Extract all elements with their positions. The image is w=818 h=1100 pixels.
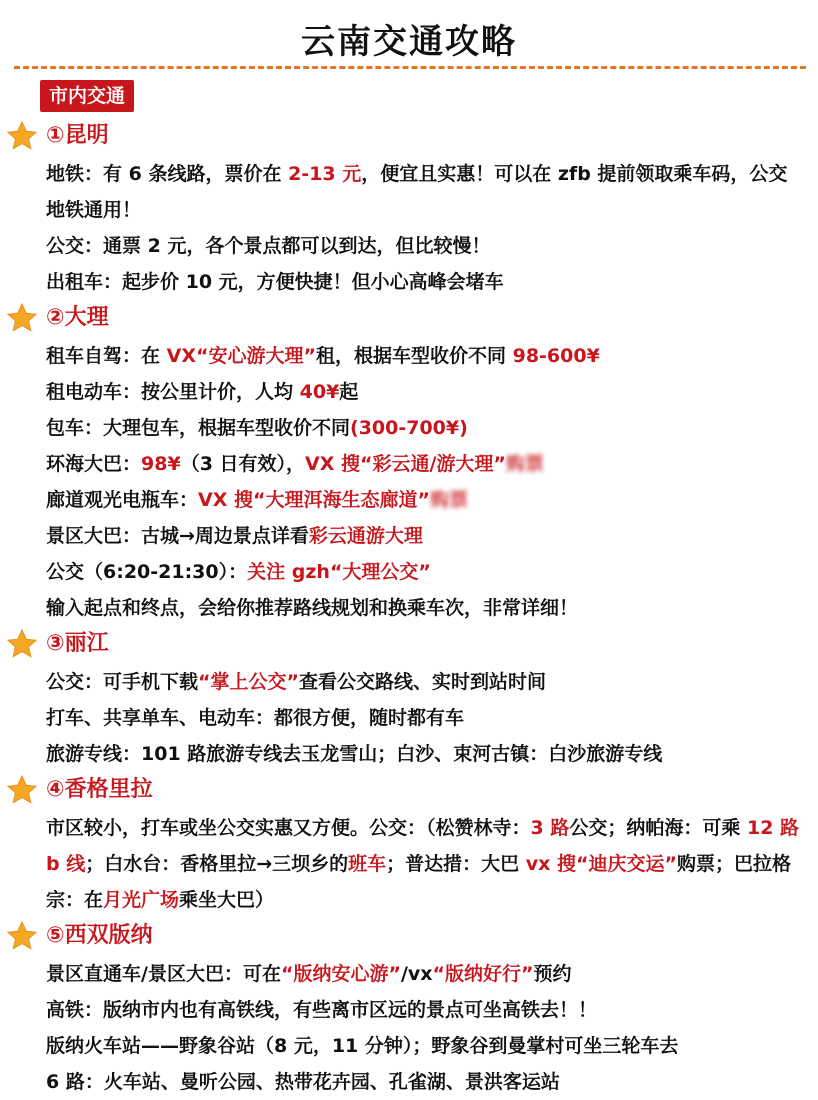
info-line <box>46 1028 802 1064</box>
body-text: 6 路：火车站、曼听公园、热带花卉园、孔雀湖、景洪客运站 <box>46 1071 560 1093</box>
body-text: ；白水台：香格里拉→三坝乡的 <box>85 853 349 875</box>
info-line <box>46 700 802 736</box>
star-icon <box>6 920 38 952</box>
body-text: （3 日有效）， <box>180 453 306 475</box>
highlight-text: 12 路 b 线 <box>46 817 800 875</box>
body-text: 起 <box>339 381 359 403</box>
body-text: /vx <box>400 963 433 985</box>
dashed-divider <box>14 66 806 69</box>
section-title: ②大理 <box>46 305 109 330</box>
star-icon <box>6 628 38 660</box>
body-text: ；普达措：大巴 <box>386 853 526 875</box>
page-title: 云南交通攻略 <box>301 22 517 62</box>
body-text: 旅游专线：101 路旅游专线去玉龙雪山；白沙、束河古镇：白沙旅游专线 <box>46 743 663 765</box>
star-icon <box>6 774 38 806</box>
highlight-text: “版纳安心游” <box>280 963 401 985</box>
highlight-text: vx 搜“迪庆交运” <box>525 853 678 875</box>
info-line <box>46 810 802 918</box>
info-line <box>46 518 802 554</box>
blurred-text: 购票 <box>505 453 544 475</box>
body-text: 购票；巴拉格宗：在 <box>46 853 792 911</box>
info-line <box>46 374 802 410</box>
highlight-text: 2-13 元 <box>288 163 362 185</box>
body-text: 租车自驾：在 <box>46 345 167 367</box>
section-title: ④香格里拉 <box>46 777 153 802</box>
body-text: 公交（6:20-21:30）： <box>46 561 248 583</box>
info-line <box>46 446 802 482</box>
section-heading <box>0 918 818 954</box>
body-text: 公交：通票 2 元，各个景点都可以到达，但比较慢！ <box>46 235 491 257</box>
body-text: 景区大巴：古城→周边景点详看 <box>46 525 309 547</box>
body-text: 输入起点和终点，会给你推荐路线规划和换乘车次，非常详细！ <box>46 597 579 619</box>
section-heading <box>0 118 818 154</box>
info-line <box>46 992 802 1028</box>
highlight-text: 彩云通游大理 <box>308 525 423 547</box>
info-line <box>46 554 802 590</box>
info-line <box>46 482 802 518</box>
body-text: 地铁：有 6 条线路，票价在 <box>46 163 289 185</box>
info-line <box>46 338 802 374</box>
section-heading <box>0 626 818 662</box>
info-line <box>46 156 802 228</box>
body-text: 廊道观光电瓶车： <box>46 489 199 511</box>
section-title: ⑤西双版纳 <box>46 923 153 948</box>
info-line <box>46 264 802 300</box>
body-text: 景区直通车/景区大巴：可在 <box>46 963 281 985</box>
body-text: 出租车：起步价 10 元，方便快捷！但小心高峰会堵车 <box>46 271 504 293</box>
highlight-text: 98¥ <box>141 453 181 475</box>
blurred-text: 购票 <box>429 489 468 511</box>
body-text: 公交；纳帕海：可乘 <box>569 817 747 839</box>
info-line <box>46 736 802 772</box>
star-icon <box>6 302 38 334</box>
info-line <box>46 410 802 446</box>
section-title: ③丽江 <box>46 631 109 656</box>
body-text: 包车：大理包车，根据车型收价不同 <box>46 417 351 439</box>
info-line <box>46 1064 802 1100</box>
body-text: 打车、共享单车、电动车：都很方便，随时都有车 <box>46 707 465 729</box>
body-text: ，便宜且实惠！可以在 zfb 提前领取乘车码，公交地铁通用！ <box>46 163 788 221</box>
category-tag: 市内交通 <box>40 80 134 112</box>
star-icon <box>6 120 38 152</box>
info-line <box>46 590 802 626</box>
body-text: 版纳火车站——野象谷站（8 元，11 分钟）；野象谷到曼掌村可坐三轮车去 <box>46 1035 679 1057</box>
highlight-text: VX“安心游大理” <box>166 345 316 367</box>
highlight-text: “版纳好行” <box>432 963 534 985</box>
highlight-text: 3 路 <box>530 817 570 839</box>
highlight-text: “掌上公交” <box>198 671 299 693</box>
highlight-text: (300-700¥) <box>350 417 468 439</box>
highlight-text: 关注 gzh“大理公交” <box>247 561 431 583</box>
highlight-text: 40¥ <box>299 381 340 403</box>
highlight-text: 98-600¥ <box>512 345 600 367</box>
content-area <box>0 118 818 1100</box>
body-text: 租，根据车型收价不同 <box>315 345 513 367</box>
body-text: 租电动车：按公里计价，人均 <box>46 381 300 403</box>
info-line <box>46 956 802 992</box>
body-text: 市区较小，打车或坐公交实惠又方便。公交：（松赞林寺： <box>46 817 531 839</box>
body-text: 预约 <box>533 963 572 985</box>
info-line <box>46 228 802 264</box>
body-text: 乘坐大巴） <box>179 889 275 911</box>
body-text: 公交：可手机下载 <box>46 671 199 693</box>
info-line <box>46 664 802 700</box>
body-text: 查看公交路线、实时到站时间 <box>299 671 547 693</box>
section-heading <box>0 772 818 808</box>
highlight-text: VX 搜“大理洱海生态廊道” <box>198 489 430 511</box>
body-text: 高铁：版纳市内也有高铁线，有些离市区远的景点可坐高铁去！！ <box>46 999 598 1021</box>
body-text: 环海大巴： <box>46 453 142 475</box>
highlight-text: 班车 <box>348 853 387 875</box>
section-heading <box>0 300 818 336</box>
highlight-text: VX 搜“彩云通/游大理” <box>305 453 506 475</box>
section-title: ①昆明 <box>46 123 109 148</box>
highlight-text: 月光广场 <box>103 889 180 911</box>
